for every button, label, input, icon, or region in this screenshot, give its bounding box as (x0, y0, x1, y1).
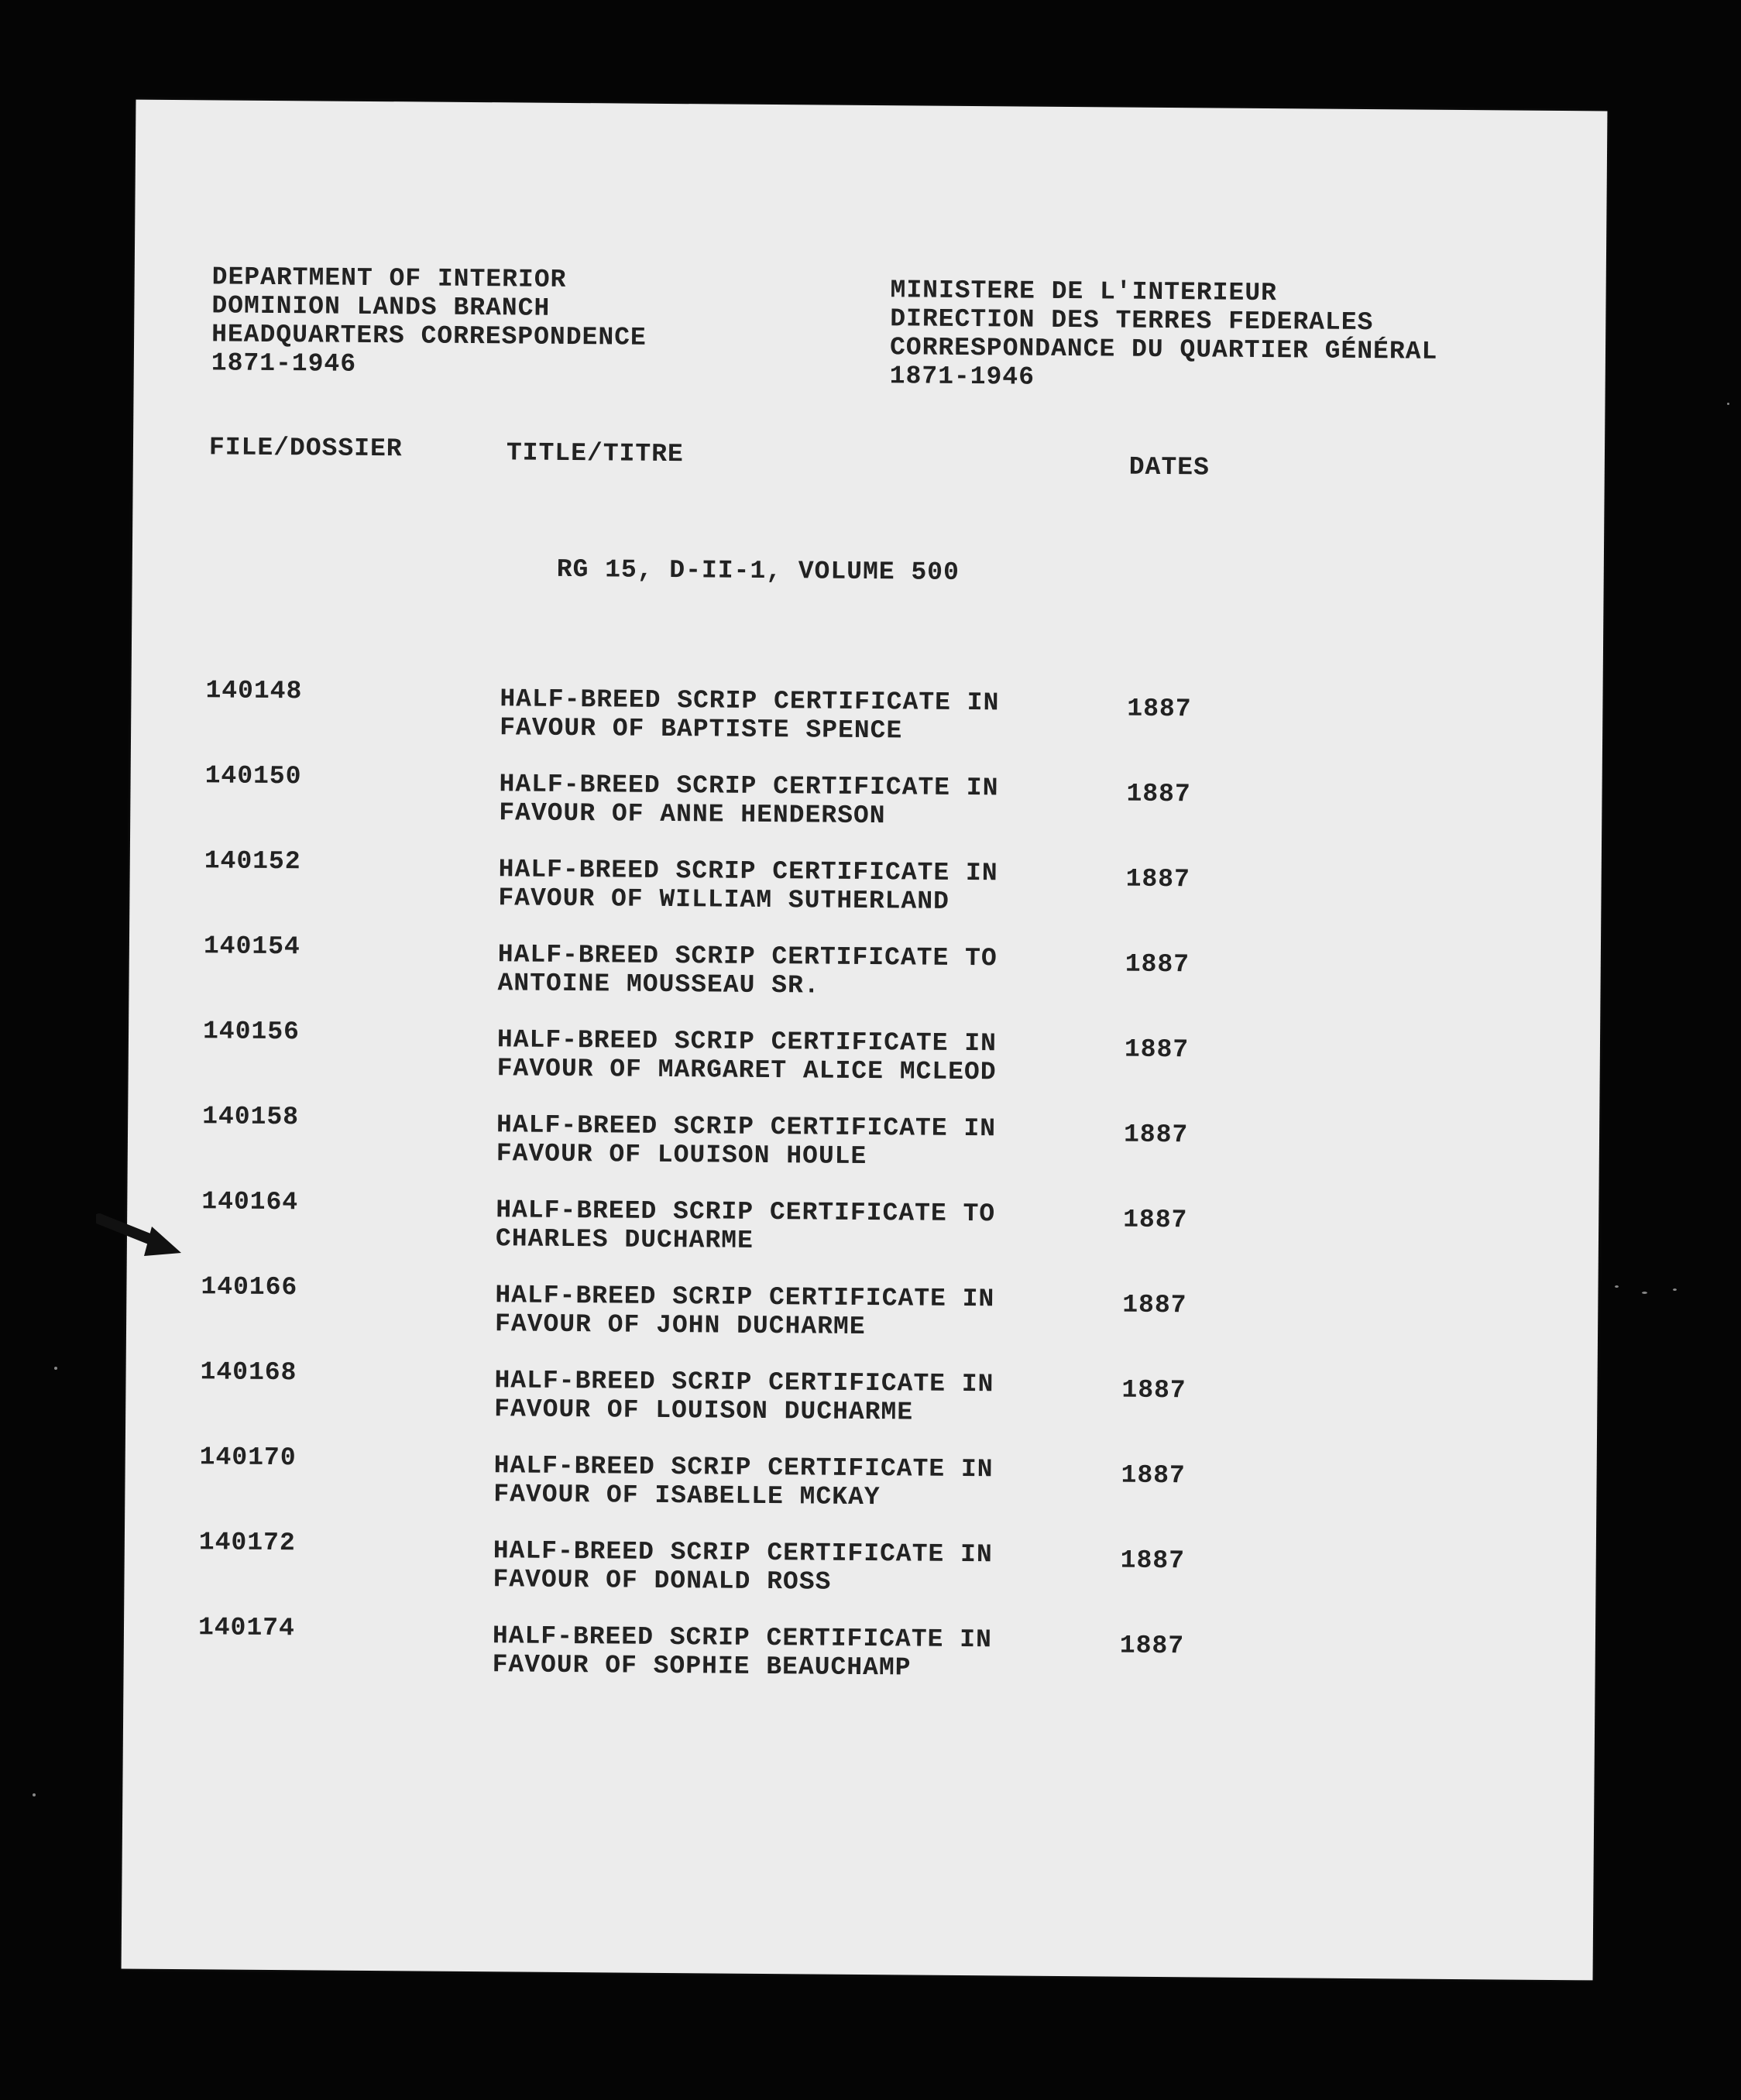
file-number: 140164 (201, 1187, 299, 1217)
file-number: 140156 (202, 1017, 300, 1047)
column-header-file: FILE/DOSSIER (208, 433, 403, 464)
file-date: 1887 (1123, 1205, 1188, 1235)
file-title-line: HALF-BREED SCRIP CERTIFICATE IN (493, 1536, 993, 1570)
file-title (494, 1366, 994, 1427)
file-title (496, 1196, 995, 1257)
header-french (890, 276, 1438, 395)
column-header-title: TITLE/TITRE (506, 438, 684, 469)
file-title-line: CHARLES DUCHARME (495, 1224, 754, 1255)
file-title-line: FAVOUR OF ISABELLE MCKAY (493, 1480, 881, 1512)
file-title-line: HALF-BREED SCRIP CERTIFICATE IN (499, 770, 999, 803)
file-title-line: FAVOUR OF WILLIAM SUTHERLAND (498, 884, 950, 916)
list-item (125, 1443, 1597, 1532)
file-date: 1887 (1120, 1546, 1186, 1576)
file-title-line: FAVOUR OF BAPTISTE SPENCE (500, 713, 903, 746)
list-item (130, 761, 1602, 850)
file-number: 140158 (202, 1102, 300, 1132)
list-item (129, 846, 1602, 935)
file-title-line: FAVOUR OF DONALD ROSS (493, 1565, 832, 1597)
list-item (127, 1187, 1599, 1276)
file-date: 1887 (1124, 1035, 1190, 1065)
file-number: 140148 (205, 676, 303, 706)
header-french-line: CORRESPONDANCE DU QUARTIER GÉNÉRAL (889, 333, 1438, 366)
list-item (125, 1357, 1598, 1446)
file-title (497, 1025, 997, 1086)
file-title-line: HALF-BREED SCRIP CERTIFICATE IN (492, 1621, 992, 1655)
file-number: 140154 (203, 932, 300, 962)
file-title-line: HALF-BREED SCRIP CERTIFICATE IN (500, 685, 1000, 718)
header-english-line: DEPARTMENT OF INTERIOR (211, 262, 567, 294)
header-english-line: DOMINION LANDS BRANCH (211, 291, 551, 323)
list-item (128, 1102, 1600, 1191)
file-title-line: FAVOUR OF SOPHIE BEAUCHAMP (492, 1650, 912, 1683)
file-number: 140170 (199, 1443, 297, 1473)
file-title-line: HALF-BREED SCRIP CERTIFICATE IN (493, 1451, 994, 1484)
list-item (128, 1017, 1600, 1106)
file-date: 1887 (1121, 1460, 1186, 1491)
file-title (493, 1621, 992, 1683)
file-title-line: HALF-BREED SCRIP CERTIFICATE IN (496, 1110, 997, 1144)
file-title (499, 770, 998, 831)
header-french-line: DIRECTION DES TERRES FEDERALES (890, 304, 1374, 338)
pointer-arrow-icon (96, 1213, 181, 1259)
file-date: 1887 (1125, 864, 1191, 894)
list-item (123, 1613, 1595, 1702)
file-date: 1887 (1126, 779, 1191, 809)
file-title-line: HALF-BREED SCRIP CERTIFICATE IN (496, 1025, 998, 1059)
file-date: 1887 (1122, 1290, 1187, 1320)
file-title (496, 1110, 996, 1172)
file-title (498, 855, 998, 916)
header-english-line: 1871-1946 (211, 348, 357, 379)
file-title-line: FAVOUR OF LOUISON DUCHARME (494, 1395, 914, 1427)
file-title (493, 1536, 992, 1597)
file-number: 140174 (197, 1613, 295, 1643)
header-french-line: 1871-1946 (889, 362, 1035, 392)
column-header-dates: DATES (1128, 452, 1210, 482)
file-date: 1887 (1125, 949, 1190, 980)
file-number: 140172 (198, 1528, 296, 1558)
file-title-line: HALF-BREED SCRIP CERTIFICATE TO (496, 1196, 996, 1229)
file-title-line: FAVOUR OF ANNE HENDERSON (499, 798, 886, 831)
file-title (497, 940, 997, 1001)
file-title-line: HALF-BREED SCRIP CERTIFICATE IN (495, 1281, 995, 1314)
header-english (211, 262, 647, 380)
list-item (129, 932, 1601, 1021)
file-title-line: HALF-BREED SCRIP CERTIFICATE TO (497, 940, 998, 973)
file-title-line: HALF-BREED SCRIP CERTIFICATE IN (498, 855, 998, 888)
file-number: 140150 (204, 761, 302, 791)
file-title-line: FAVOUR OF MARGARET ALICE MCLEOD (496, 1054, 997, 1087)
file-title (500, 685, 999, 746)
file-title (495, 1281, 994, 1342)
header-english-line: HEADQUARTERS CORRESPONDENCE (211, 320, 647, 352)
file-number: 140166 (201, 1272, 298, 1302)
file-title-line: FAVOUR OF JOHN DUCHARME (494, 1309, 866, 1342)
header-french-line: MINISTERE DE L'INTERIEUR (890, 276, 1278, 308)
document-page (122, 100, 1608, 1981)
file-date: 1887 (1127, 694, 1192, 724)
list-item (126, 1272, 1598, 1361)
file-title (493, 1451, 993, 1512)
file-date: 1887 (1123, 1120, 1189, 1150)
file-date: 1887 (1119, 1631, 1185, 1661)
file-number: 140168 (200, 1357, 297, 1388)
file-title-line: FAVOUR OF LOUISON HOULE (496, 1139, 867, 1172)
list-item (131, 676, 1603, 765)
file-date: 1887 (1121, 1375, 1186, 1405)
file-title-line: HALF-BREED SCRIP CERTIFICATE IN (494, 1366, 994, 1399)
file-number: 140152 (204, 846, 301, 877)
volume-reference: RG 15, D-II-1, VOLUME 500 (556, 554, 960, 587)
file-title-line: ANTOINE MOUSSEAU SR. (497, 969, 820, 1000)
list-item (124, 1528, 1596, 1617)
